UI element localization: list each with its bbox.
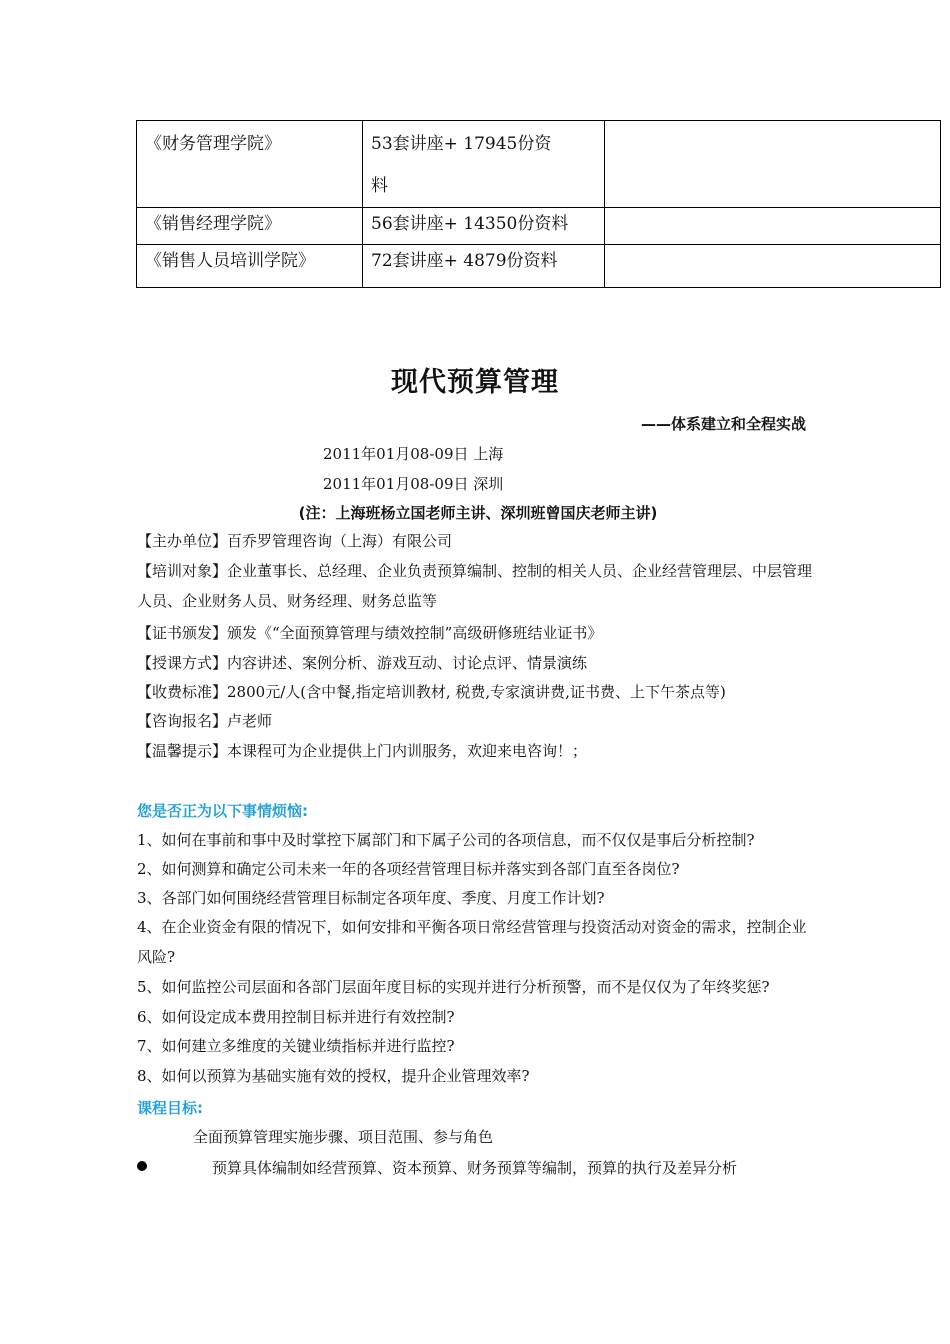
info-text: 本课程可为企业提供上门内训服务，欢迎来电咨询！； (227, 742, 588, 760)
info-label: 【温馨提示】 (137, 742, 228, 760)
info-label: 【收费标准】 (137, 683, 228, 701)
session-date-shanghai: 2011年01月08-09日 上海 (323, 445, 504, 463)
info-fee (137, 677, 817, 707)
cell-text: 53套讲座+ 17945份资 (371, 134, 552, 154)
table-row (137, 208, 941, 245)
info-label: 【授课方式】 (137, 654, 228, 672)
question-item: 3、各部门如何围绕经营管理目标制定各项年度、季度、月度工作计划? (137, 889, 605, 907)
goals-heading: 课程目标: (137, 1099, 203, 1117)
table-cell-content: 56套讲座+ 14350份资料 (363, 208, 605, 245)
info-text: 卢老师 (227, 712, 273, 730)
info-tip (137, 736, 817, 766)
course-table (136, 120, 941, 288)
info-label: 【证书颁发】 (137, 624, 228, 642)
question-item: 1、如何在事前和事中及时掌控下属部门和下属子公司的各项信息，而不仅仅是事后分析控制? (137, 831, 755, 849)
cell-text: 料 (371, 176, 388, 196)
table-cell-name: 《销售经理学院》 (137, 208, 363, 245)
session-date-shenzhen: 2011年01月08-09日 深圳 (323, 475, 504, 493)
table-row (137, 245, 941, 288)
question-item: 8、如何以预算为基础实施有效的授权，提升企业管理效率? (137, 1067, 530, 1085)
question-item: 5、如何监控公司层面和各部门层面年度目标的实现并进行分析预警，而不是仅仅为了年终奖惩? (137, 978, 770, 996)
question-item: 4、在企业资金有限的情况下，如何安排和平衡各项日常经营管理与投资活动对资金的需求，控制企业风险? (137, 918, 807, 966)
info-text: 百乔罗管理咨询（上海）有限公司 (227, 532, 453, 550)
table-cell-extra (605, 208, 941, 245)
question-item: 7、如何建立多维度的关键业绩指标并进行监控? (137, 1037, 455, 1055)
questions-heading: 您是否正为以下事情烦恼: (137, 802, 308, 820)
table-row (137, 121, 941, 208)
info-text: 内容讲述、案例分析、游戏互动、讨论点评、情景演练 (227, 654, 588, 672)
table-cell-name: 《财务管理学院》 (137, 121, 363, 208)
bullet-icon (137, 1161, 147, 1171)
info-audience (137, 556, 817, 616)
goal-item: 全面预算管理实施步骤、项目范围、参与角色 (193, 1128, 494, 1146)
info-contact (137, 706, 817, 736)
info-text: 企业董事长、总经理、企业负责预算编制、控制的相关人员、企业经营管理层、中层管理人员、企业财务人员、财务经理、财务总监等 (137, 562, 813, 610)
info-text: 颁发《“全面预算管理与绩效控制”高级研修班结业证书》 (227, 624, 603, 642)
info-certificate (137, 618, 817, 648)
info-organizer (137, 526, 817, 556)
page-title: 现代预算管理 (391, 367, 559, 398)
table-cell-content (363, 121, 605, 208)
info-text: 2800元/人(含中餐,指定培训教材, 税费,专家演讲费,证书费、上下午茶点等) (227, 683, 726, 701)
question-item: 6、如何设定成本费用控制目标并进行有效控制? (137, 1008, 455, 1026)
table-cell-name: 《销售人员培训学院》 (137, 245, 363, 288)
info-label: 【主办单位】 (137, 532, 228, 550)
page-subtitle: ——体系建立和全程实战 (640, 415, 806, 433)
table-cell-content: 72套讲座+ 4879份资料 (363, 245, 605, 288)
info-teaching-method (137, 648, 817, 678)
instructor-note: (注：上海班杨立国老师主讲、深圳班曾国庆老师主讲) (298, 504, 658, 522)
info-label: 【培训对象】 (137, 562, 228, 580)
table-cell-extra (605, 121, 941, 208)
table-cell-extra (605, 245, 941, 288)
goal-item: 预算具体编制如经营预算、资本预算、财务预算等编制，预算的执行及差异分析 (212, 1159, 738, 1177)
info-label: 【咨询报名】 (137, 712, 228, 730)
question-item: 2、如何测算和确定公司未来一年的各项经营管理目标并落实到各部门直至各岗位? (137, 860, 680, 878)
